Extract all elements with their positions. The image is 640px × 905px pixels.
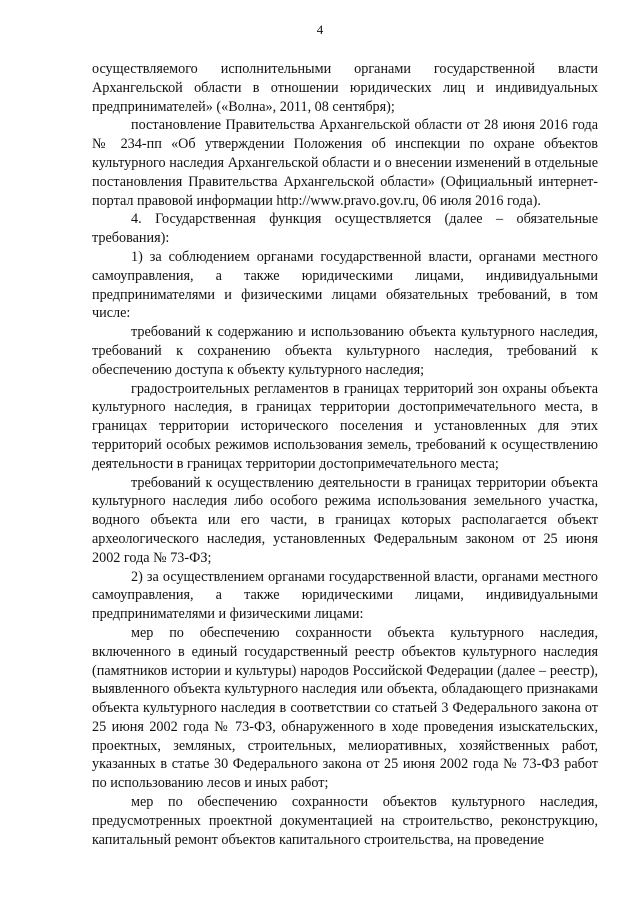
page-number: 4 <box>316 22 324 37</box>
paragraph-4: 1) за соблюдением органами государственной власти, органами местного самоуправления, а также юридическими лицами, индивидуальными предпринимателями и физическими лицами обязательных требований, в том числе: <box>92 248 598 322</box>
paragraph-5: требований к содержанию и использованию объекта культурного наследия, требований к сохранению объекта культурного наследия, требований к обеспечению доступа к объекту культурного наследия; <box>92 324 598 378</box>
paragraph-2: постановление Правительства Архангельской области от 28 июня 2016 года № 234-пп «Об утверждении Положения об инспекции по охране объектов культурного наследия Архангельской области и о внесении изменений в отдельные постановления Правительства Архангельской области» (Официальный интернет-портал правовой информации http://www.pravo.gov.ru, 06 июля 2016 года). <box>92 117 598 209</box>
paragraph-9: мер по обеспечению сохранности объекта культурного наследия, включенного в единый государственный реестр объектов культурного наследия (памятников истории и культуры) народов Российской Федерации (далее – реестр), выявленного объекта культурного наследия или объекта, обладающего признаками объекта культурного наследия в соответствии со статьей 3 Федерального закона от 25 июня 2002 года № 73-ФЗ, обнаруженного в ходе проведения изыскательских, проектных, земляных, строительных, мелиоративных, хозяйственных работ, указанных в статье 30 Федерального закона от 25 июня 2002 года № 73-ФЗ работ по использованию лесов и иных работ; <box>92 624 598 792</box>
paragraph-1: осуществляемого исполнительными органами государственной власти Архангельской области в отношении юридических лиц и индивидуальных предпринимателей» («Волна», 2011, 08 сентября); <box>92 61 598 115</box>
paragraph-7: требований к осуществлению деятельности в границах территории объекта культурного наследия либо особого режима использования земельного участка, водного объекта или его части, в границах которых располагается объект археологического наследия, установленных Федеральным законом от 25 июня 2002 года № 73-ФЗ; <box>92 474 598 566</box>
paragraph-6: градостроительных регламентов в границах территорий зон охраны объекта культурного наследия, в границах территории достопримечательного места, в границах территории исторического поселения и установленных для этих территорий особых режимов использования земель, требований к осуществлению деятельности в границах территории достопримечательного места; <box>92 380 598 472</box>
paragraph-8: 2) за осуществлением органами государственной власти, органами местного самоуправления, а также юридическими лицами, индивидуальными предпринимателями и физическими лицами: <box>92 568 598 623</box>
paragraph-10: мер по обеспечению сохранности объектов культурного наследия, предусмотренных проектной документацией на строительство, реконструкцию, капитальный ремонт объектов капитального строительства, на проведение <box>92 794 598 848</box>
document-body <box>92 60 598 849</box>
paragraph-3: 4. Государственная функция осуществляется (далее – обязательные требования): <box>92 211 598 247</box>
